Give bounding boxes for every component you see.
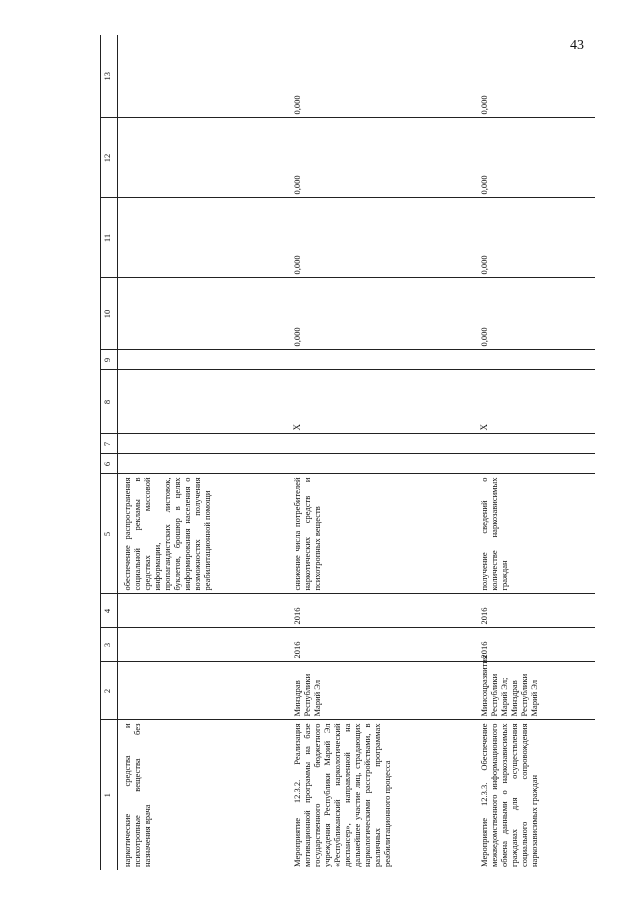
cell-col8: [118, 370, 288, 434]
program-measures-table: [100, 35, 595, 870]
cell-col9: [118, 350, 288, 370]
cell-expected-result: получение сведений о количестве наркозависимых граждан: [475, 474, 595, 594]
cell-col11: [118, 198, 288, 278]
cell-end-year: [118, 594, 288, 628]
col-header: 2: [101, 662, 118, 720]
cell-col6: [475, 454, 595, 474]
col-header: 13: [101, 35, 118, 118]
cell-expected-result: обеспечение распространения социальной рекламы в средствах массовой информации, пропагандистских листовок, буклетов, брошюр в целях информирования населения о возможностях получения реабилитационной помощи: [118, 474, 288, 594]
table-row: [475, 35, 595, 870]
cell-col6: [118, 454, 288, 474]
col-header: 10: [101, 278, 118, 350]
cell-col12: 0,000: [288, 118, 475, 198]
cell-start-year: 2016: [288, 628, 475, 662]
cell-executor: Минсоцразвития Республики Марий Эл; Минздрав Республики Марий Эл: [475, 662, 595, 720]
cell-expected-result: снижение числа потребителей наркотических средств и психотропных веществ: [288, 474, 475, 594]
cell-col7: [118, 434, 288, 454]
cell-executor: [118, 662, 288, 720]
page-number: 43: [570, 38, 584, 53]
cell-col12: 0,000: [475, 118, 595, 198]
col-header: 7: [101, 434, 118, 454]
col-header: 5: [101, 474, 118, 594]
col-header: 12: [101, 118, 118, 198]
cell-col12: [118, 118, 288, 198]
col-header: 1: [101, 720, 118, 870]
cell-executor: Минздрав Республики Марий Эл: [288, 662, 475, 720]
cell-col9: [288, 350, 475, 370]
table-row: [118, 35, 288, 870]
table-wrapper: [100, 35, 600, 870]
cell-col8: X: [475, 370, 595, 434]
cell-col9: [475, 350, 595, 370]
cell-col13: 0,000: [288, 35, 475, 118]
cell-col11: 0,000: [475, 198, 595, 278]
column-number-header: [101, 35, 118, 870]
cell-col6: [288, 454, 475, 474]
cell-col10: 0,000: [475, 278, 595, 350]
col-header: 6: [101, 454, 118, 474]
cell-end-year: 2016: [475, 594, 595, 628]
cell-measure: Мероприятие 12.3.2. Реализация мотивационной программы на базе государственного бюджетного учреждения Республики Марий Эл «Республиканский наркологический диспансер», направленной на дальнейшее участие лиц, страдающих наркологическими расстройствами, в различных программах реабилитационного процесса: [291, 723, 392, 867]
col-header: 4: [101, 594, 118, 628]
cell-measure: Мероприятие 12.3.3. Обеспечение межведомственного информационного обмена данными о наркозависимых гражданах для осуществления социального сопровождения наркозависимых граждан: [478, 723, 539, 867]
cell-start-year: 2016: [475, 628, 595, 662]
cell-col13: [118, 35, 288, 118]
cell-col10: 0,000: [288, 278, 475, 350]
col-header: 11: [101, 198, 118, 278]
cell-col7: [475, 434, 595, 454]
cell-col7: [288, 434, 475, 454]
col-header: 8: [101, 370, 118, 434]
cell-col8: X: [288, 370, 475, 434]
cell-col11: 0,000: [288, 198, 475, 278]
col-header: 9: [101, 350, 118, 370]
cell-start-year: [118, 628, 288, 662]
cell-end-year: 2016: [288, 594, 475, 628]
table-row: [288, 35, 475, 870]
col-header: 3: [101, 628, 118, 662]
cell-col10: [118, 278, 288, 350]
cell-col13: 0,000: [475, 35, 595, 118]
cell-measure: наркотические средства и психотропные вещества без назначения врача: [122, 723, 153, 867]
